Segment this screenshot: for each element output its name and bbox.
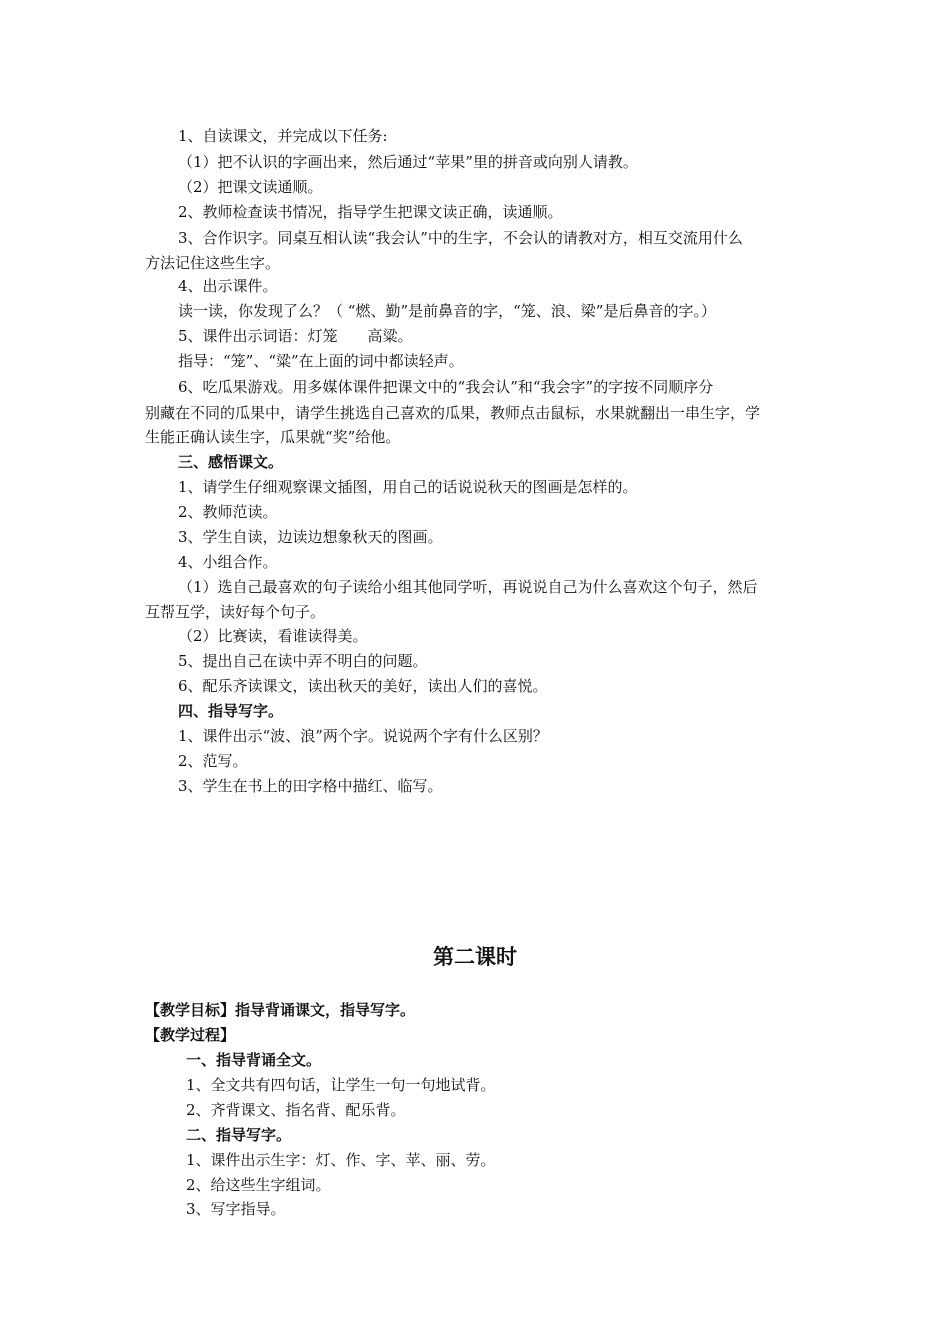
text-line: 4、小组合作。 (178, 553, 278, 571)
text-line: 读一读，你发现了么？（ “燃、勤”是前鼻音的字，“笼、浪、梁”是后鼻音的字。） (178, 302, 716, 320)
text-line: 6、吃瓜果游戏。用多媒体课件把课文中的“我会认”和“我会字”的字按不同顺序分 (178, 378, 714, 396)
text-line: 4、出示课件。 (178, 277, 278, 295)
label-text: 【教学目标】指导背诵课文，指导写字。 (145, 1001, 416, 1019)
text-line: 3、学生在书上的田字格中描红、临写。 (178, 777, 443, 795)
section-heading: 二、指导写字。 (186, 1126, 292, 1144)
section-heading: 三、感悟课文。 (178, 453, 284, 471)
text-line: 1、自读课文，并完成以下任务: (178, 127, 388, 145)
text-line: 2、齐背课文、指名背、配乐背。 (186, 1101, 406, 1119)
text-line: （1）把不认识的字画出来，然后通过“苹果”里的拼音或向别人请教。 (178, 153, 638, 171)
text-line: 2、教师范读。 (178, 503, 278, 521)
text-line: 2、教师检查读书情况，指导学生把课文读正确，读通顺。 (178, 203, 563, 221)
text-line: 5、课件出示词语：灯笼 高粱。 (178, 327, 413, 345)
text-line: 3、学生自读，边读边想象秋天的图画。 (178, 528, 443, 546)
text-line: 6、配乐齐读课文，读出秋天的美好，读出人们的喜悦。 (178, 677, 548, 695)
text-line: 方法记住这些生字。 (145, 254, 281, 272)
text-line: （2）把课文读通顺。 (178, 178, 323, 196)
text-line: 3、写字指导。 (186, 1200, 286, 1218)
text-line: 1、课件出示生字：灯、作、字、苹、丽、劳。 (186, 1151, 496, 1169)
text-line: 3、合作识字。同桌互相认读“我会认”中的生字，不会认的请教对方，相互交流用什么 (178, 229, 743, 247)
text-line: 1、课件出示“波、浪”两个字。说说两个字有什么区别？ (178, 727, 548, 745)
text-line: 2、范写。 (178, 752, 248, 770)
text-line: 别藏在不同的瓜果中，请学生挑选自己喜欢的瓜果，教师点击鼠标，水果就翻出一串生字，学 (145, 404, 761, 422)
section-heading: 四、指导写字。 (178, 702, 284, 720)
text-line: 生能正确认读生字，瓜果就“奖”给他。 (145, 428, 401, 446)
text-line: 2、给这些生字组词。 (186, 1176, 331, 1194)
text-line: 5、提出自己在读中弄不明白的问题。 (178, 652, 428, 670)
text-line: （1）选自己最喜欢的句子读给小组其他同学听，再说说自己为什么喜欢这个句子，然后 (178, 578, 758, 596)
text-line: （2）比赛读，看谁读得美。 (178, 627, 368, 645)
section-heading: 一、指导背诵全文。 (186, 1051, 322, 1069)
label-teaching-goal (145, 998, 415, 1022)
text-line: 指导：“笼”、“粱”在上面的词中都读轻声。 (178, 352, 464, 370)
lesson-title: 第二课时 (433, 945, 517, 969)
text-line: 1、请学生仔细观察课文插图，用自己的话说说秋天的图画是怎样的。 (178, 478, 638, 496)
text-line: 互帮互学，读好每个句子。 (145, 603, 326, 621)
text-line: 1、全文共有四句话，让学生一句一句地试背。 (186, 1076, 496, 1094)
label-teaching-process: 【教学过程】 (145, 1026, 236, 1044)
